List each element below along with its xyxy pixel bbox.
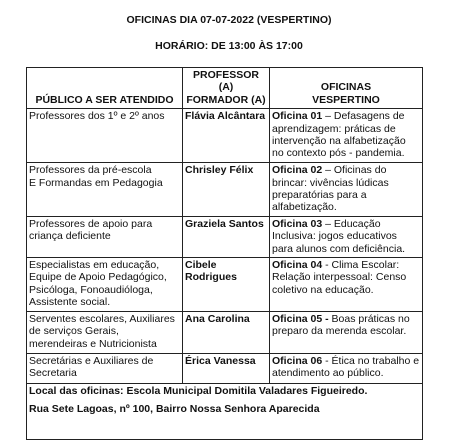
instructor-name: Flávia Alcântara <box>185 110 266 123</box>
audience-cell <box>27 354 183 384</box>
audience-text: Professores da pré-escola <box>29 164 152 177</box>
column-header-instructor-line1: PROFESSOR (A) <box>193 69 259 94</box>
location-text: Local das oficinas: Escola Municipal Domitila Valadares Figueiredo. <box>29 385 368 398</box>
audience-cell <box>27 216 183 257</box>
instructor-name: Érica Vanessa <box>185 355 256 368</box>
column-header-audience-label: PÚBLICO A SER ATENDIDO <box>35 93 174 106</box>
workshop-description: – Oficinas do brincar: vivências lúdicas preparatórias para a alfabetização. <box>272 164 389 214</box>
workshop-label: Oficina 02 <box>272 164 323 177</box>
audience-text: E Formandas em Pedagogia <box>29 176 163 189</box>
audience-text: Assistente social. <box>29 296 111 309</box>
instructor-name: Rodrigues <box>185 271 237 284</box>
audience-cell <box>27 312 183 354</box>
workshop-label: Oficina 01 <box>272 110 323 123</box>
column-header-instructor-line2: FORMADOR (A) <box>186 93 266 106</box>
workshop-description: Boas práticas no preparo da merenda escolar. <box>272 313 410 338</box>
table-row <box>27 312 423 354</box>
workshop-cell <box>270 312 423 354</box>
workshop-label: Oficina 03 <box>272 217 323 230</box>
table-row <box>27 354 423 384</box>
instructor-cell <box>183 258 270 312</box>
workshop-cell <box>270 354 423 384</box>
instructor-name: Chrisley Félix <box>185 164 254 177</box>
workshop-description: - Clima Escolar: Relação interpessoal: Censo coletivo na educação. <box>272 259 407 296</box>
workshop-cell <box>270 163 423 217</box>
schedule-time: HORÁRIO: DE 13:00 ÀS 17:00 <box>155 40 303 52</box>
audience-text: Equipe de Apoio Pedagógico, <box>29 271 167 284</box>
table-row <box>27 109 423 163</box>
column-header-workshop-line2: VESPERTINO <box>312 93 380 106</box>
instructor-cell <box>183 163 270 217</box>
audience-text: Psicóloga, Fonoaudióloga, <box>29 283 153 296</box>
audience-text: Especialistas em educação, <box>29 259 160 272</box>
workshop-cell <box>270 258 423 312</box>
instructor-cell <box>183 312 270 354</box>
instructor-name: Ana Carolina <box>185 313 250 326</box>
column-header-workshop-line1: OFICINAS <box>320 81 372 94</box>
column-header-instructor <box>183 68 270 109</box>
table-row <box>27 216 423 257</box>
audience-text: Professores dos 1º e 2º anos <box>29 110 165 123</box>
audience-text: Serventes escolares, Auxiliares de serviços Gerais, merendeiras e Nutricionista <box>29 313 175 350</box>
workshop-description: - Ética no trabalho e atendimento ao público. <box>272 355 420 380</box>
column-header-audience <box>27 68 183 109</box>
workshop-label: Oficina 04 <box>272 259 323 272</box>
instructor-name: Cibele <box>185 259 217 272</box>
audience-cell <box>27 258 183 312</box>
workshop-table <box>26 67 423 440</box>
workshop-description: – Educação Inclusiva: jogos educativos para alunos com deficiência. <box>272 217 406 255</box>
audience-cell <box>27 163 183 217</box>
audience-text: Professores de apoio para criança deficiente <box>29 217 153 243</box>
audience-text: Secretárias e Auxiliares de Secretaria <box>29 355 154 380</box>
table-header-row <box>27 68 423 109</box>
audience-cell <box>27 109 183 163</box>
workshop-cell <box>270 109 423 163</box>
table-row <box>27 163 423 217</box>
workshop-label: Oficina 06 <box>272 355 323 368</box>
instructor-cell <box>183 109 270 163</box>
instructor-name: Graziela Santos <box>185 217 264 230</box>
instructor-cell <box>183 216 270 257</box>
workshop-label: Oficina 05 - <box>272 313 329 326</box>
instructor-cell <box>183 354 270 384</box>
workshop-description: – Defasagens de aprendizagem: práticas de intervenção na alfabetização no contexto pós - pandemia. <box>272 110 406 160</box>
column-header-workshop <box>270 68 423 109</box>
page-title: OFICINAS DIA 07-07-2022 (VESPERTINO) <box>126 14 332 26</box>
address-text: Rua Sete Lagoas, nº 100, Bairro Nossa Senhora Aparecida <box>29 403 320 416</box>
table-row <box>27 258 423 312</box>
table-footer-row <box>27 384 423 440</box>
location-cell <box>27 384 423 440</box>
workshop-cell <box>270 216 423 257</box>
